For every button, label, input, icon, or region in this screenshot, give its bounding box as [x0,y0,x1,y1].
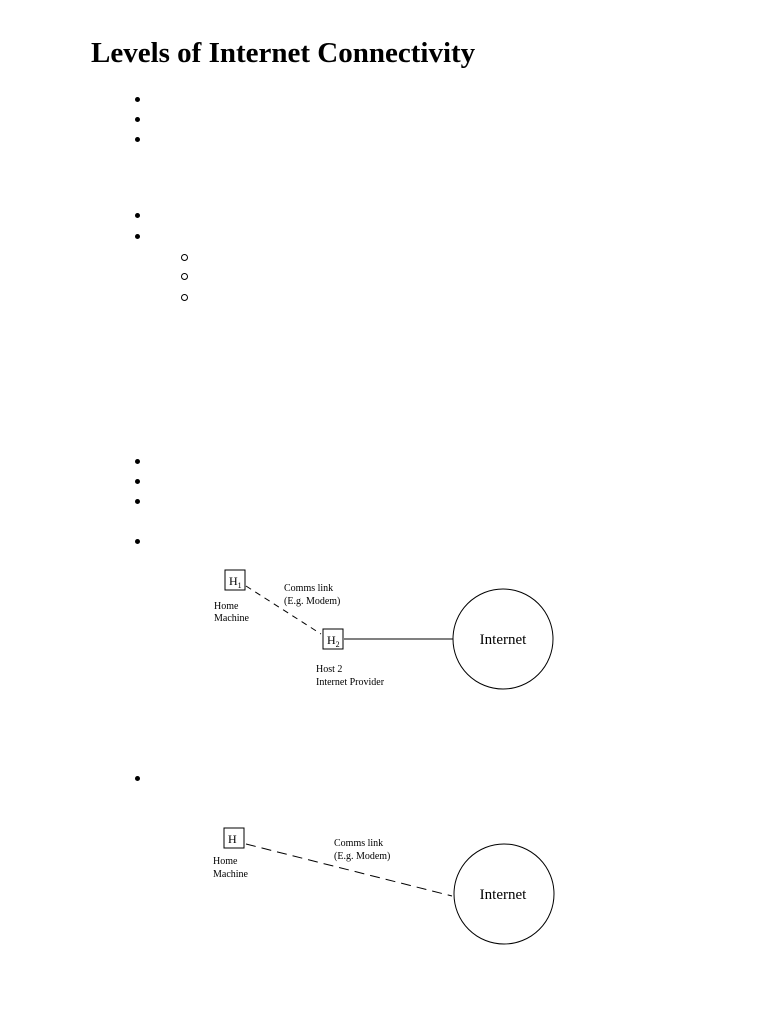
diagram-provider-connection [200,560,570,710]
list-bullet [135,117,140,122]
sub-list-bullet [181,294,188,301]
home-host-label: $H_1$ [229,574,242,590]
provider-host-label: $H_2$ [327,633,340,649]
sub-list-bullet [181,254,188,261]
internet-label: Internet [479,632,527,648]
list-bullet [135,776,140,781]
home-host-label: H [228,832,237,846]
internet-label: Internet [479,887,527,903]
list-bullet [135,459,140,464]
provider-label: Host 2 Internet Provider [316,664,385,688]
list-bullet [135,234,140,239]
comms-link-label: Comms link (E.g. Modem) [334,838,391,862]
list-bullet [135,539,140,544]
home-machine-label: Home Machine [213,856,248,880]
list-bullet [135,479,140,484]
list-bullet [135,137,140,142]
diagram-direct-connection [200,820,570,960]
list-bullet [135,97,140,102]
list-bullet [135,213,140,218]
page-title: Levels of Internet Connectivity [91,37,476,69]
comms-link-label: Comms link (E.g. Modem) [284,583,341,607]
home-machine-label: Home Machine [214,601,249,624]
sub-list-bullet [181,273,188,280]
list-bullet [135,499,140,504]
